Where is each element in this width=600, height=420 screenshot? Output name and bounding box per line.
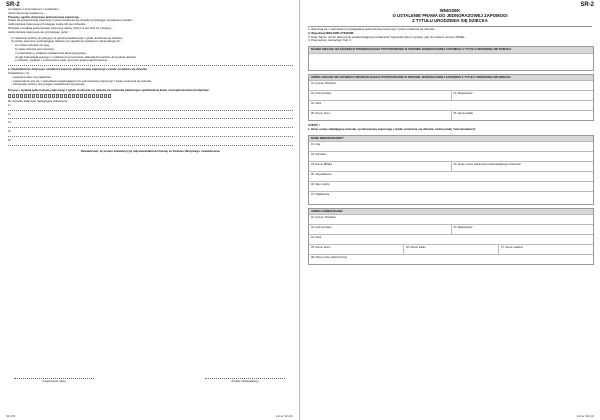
footer-left-code: SR-2/09 [6,414,16,418]
form-code: SR-2 [580,2,594,8]
list-line: c) powództwo o ustalenie świadczenia alimentacyjnego... [15,50,89,55]
statement-line: - członkowie rodziny otrzymujący świadczenia za granicą... [11,82,87,87]
email-field[interactable]: 08. Adres poczty elektronicznej [311,256,347,260]
apartment-number-field[interactable]: 06. Numer lokalu [451,111,594,120]
residence-street-field[interactable]: 04. Ulica [311,236,322,240]
statement-line: - zapoznałem(-am) się z warunkami uprawniającymi do jednorazowej zapomogi z tytułu urodzenia się dziecka, [11,78,153,83]
id-document-field[interactable]: 04. Seria i numer dokumentu potwierdzającego tożsamość [451,162,594,171]
attachment-item: 1) [8,102,11,107]
residence-header: ADRES ZAMIESZKANIA [309,209,593,214]
instruction-line: 1. Zapoznaj się z warunkami przysługiwania jednorazowej zapomogi z tytułu urodzenia się dziecka... [308,27,437,31]
instruction-line: 4. Pola wyboru zaznaczaj X lub V. [308,38,352,43]
intro-line: Wniosek o wypłatę jednorazowej zapomogi należy złożyć w terminie 12 miesięcy... [8,25,114,30]
signature-line[interactable]: (Podpis wnioskodawcy) [205,378,285,383]
list-line: 1) członkowi rodziny przysługuje za granicą świadczenie z tytułu urodzenia się dziecka... [11,35,125,40]
citizenship-field[interactable]: 05. Obywatelstwo [311,173,332,176]
postal-code-field[interactable]: 02. Kod pocztowy [311,92,332,95]
right-form-page [300,0,600,420]
office-section [308,46,594,70]
list-line: b) ojciec dziecka jest nieznany, [15,46,55,51]
intro-line: Jednorazowa zapomoga nie przysługuje, jeżeli: [8,29,69,34]
attachment-item: 2) [8,111,11,116]
page-title-line: Z TYTUŁU URODZENIA SIĘ DZIECKA [412,18,488,23]
surname-field[interactable]: 02. Nazwisko [311,153,327,156]
office-name-field[interactable] [309,54,593,70]
attachment-item: 4) [8,129,11,134]
residence-section [308,208,594,265]
part-intro: 1. Dane osoby składającej wniosek o jednorazową zapomogę z tytułu urodzenia się dziecka, zwanej dalej "wnioskodawcą" [308,126,476,131]
applicant-section [308,135,594,205]
pesel-field[interactable]: 03. Numer PESEL [311,163,333,166]
left-footer [6,415,293,418]
intro-line: Przepisy ogólne dotyczące jednorazowej zapomogi... [8,14,81,19]
explanation-field[interactable]: 07. Wyjaśnienie [311,193,330,196]
instruction-line: 3. Pola "Seria i numer dokumentu potwierdzającego tożsamość" wypełniaj tylko w sytuacji, gdy nie nadano numeru PESEL. [308,34,466,39]
phone-number-field[interactable]: 07. Numer telefonu [498,245,593,254]
left-page-content [8,8,293,154]
intro-line: Prawo do jednorazowej zapomogi z tytułu urodzenia się dziecka przysługuje obywatelom polskim... [8,18,135,23]
house-number-field[interactable]: 05. Numer domu [311,112,331,115]
list-line: e) dziecko, zgodnie z orzeczeniem sądu, jest pod opieką naprzemienną... [15,58,109,63]
signature-row [14,378,285,383]
form-code: SR-2 [6,2,20,8]
list-line: d) sąd zobowiązał jednego z rodziców do ponoszenia całkowitych kosztów utrzymania dziecka, [15,54,137,59]
residence-city-field[interactable]: 03. Miejscowość [451,225,594,234]
attachment-item: 3) [8,120,11,125]
list-line: 2) osobie samotnie wychowującej dziecko nie zasądzono świadczeń alimentacyjnych... [11,39,123,44]
payment-request: Proszę o wypłatę jednorazowej zapomogi z tytułu urodzenia się dziecka na rachunek bankowy/w spółdzielczej kasie oszczędnościowo-kredytowej: [8,88,210,93]
footer-page-number: strona: SR-2(1) [576,414,594,418]
footer-page-number: strona: SR-2(4) [275,414,293,418]
intro-line: Jeżeli zapomogi wypłacono... [8,10,46,15]
list-line: a) rodzice dziecka nie żyją, [15,43,50,48]
statement-line: - powyższe dane są prawdziwe, [11,74,52,79]
statement-section-heading: 2. Oświadczenie dotyczące ustalenia prawa do jednorazowej zapomogi z tytułu urodzenia się dziecka [8,67,147,72]
applicant-header: DANE WNIOSKODAWCY [309,136,593,141]
right-page-content [308,28,594,265]
city-field[interactable]: 03. Miejscowość [451,91,594,100]
street-field[interactable]: 04. Ulica [311,102,322,105]
office-address-section [308,74,594,121]
intro-line: a) związku z korzystaniem z mobilności... [8,7,61,11]
declaration: Oświadczam, że jestem świadomy(-a) odpowiedzialności karnej za złożenie fałszywego oświadczenia. [80,148,221,153]
address-header: ADRES ORGANU WŁAŚCIWEGO PROWADZĄCEGO POSTĘPOWANIE W SPRAWIE JEDNORAZOWEJ ZAPOMOGI Z TYTUŁU URODZENIA SIĘ DZIECKA [309,75,593,80]
part-label: CZĘŚĆ I [308,123,320,127]
residence-house-number-field[interactable]: 05. Numer domu [311,246,331,250]
marital-status-field[interactable]: 06. Stan cywilny [311,183,330,186]
office-header: NAZWA ORGANU WŁAŚCIWEGO PROWADZĄCEGO POSTĘPOWANIE W SPRAWIE JEDNORAZOWEJ ZAPOMOGI Z TYTUŁU URODZENIA SIĘ DZIECKA [309,47,593,52]
title-block [308,8,592,27]
residence-apartment-number-field[interactable]: 06. Numer lokalu [403,245,498,254]
first-name-field[interactable]: 01. Imię [311,143,321,146]
attachments-label: Do wniosku dołączam następujące dokumenty: [8,98,69,103]
residence-gmina-field[interactable]: 01. Gmina / Dzielnica [311,216,336,220]
page-title-line: WNIOSEK [439,8,461,13]
residence-postal-code-field[interactable]: 02. Kod pocztowy [311,226,332,230]
intro-line: Jednorazowa zapomoga przysługuje matce lub ojcu dziecka... [8,22,88,27]
place-date-line[interactable]: (miejscowość, data) [14,378,94,383]
page-title-line: O USTALENIE PRAWA DO JEDNORAZOWEJ ZAPOMOGI [392,13,508,18]
gmina-field[interactable]: 01. Gmina / Dzielnica [311,82,336,85]
instruction-line: 2. Wypełniaj WIELKIMI LITERAMI. [308,30,355,35]
right-footer [306,415,594,418]
attachment-item: 5) [8,137,11,142]
statement-line: Oświadczam, że: [8,70,31,75]
